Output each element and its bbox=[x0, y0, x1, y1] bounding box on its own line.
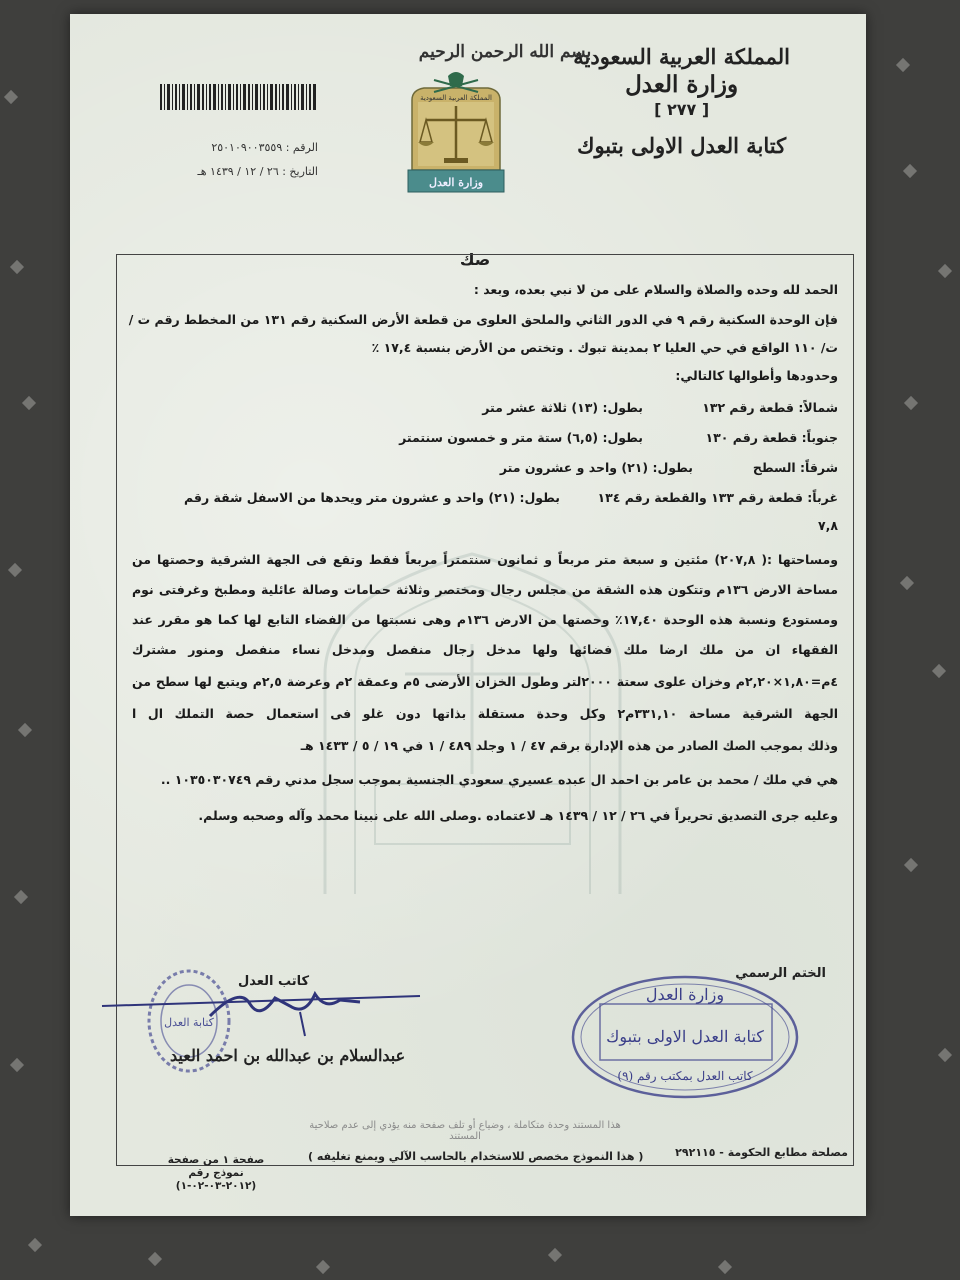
area-line: مساحة الارض ١٣٦م وتتكون هذه الشقة من مجلس رجال ومختصر وثلاثة حمامات وصالة عائلية ومطبخ وغرفتى نوم bbox=[132, 582, 838, 597]
office-name: كتابة العدل الاولى بتبوك bbox=[577, 133, 787, 158]
deed-reference: وذلك بموجب الصك الصادر من هذه الإدارة برقم ٤٧ / ١ وجلد ٤٨٩ / ١ في ١٩ / ٥ / ١٤٣٣ هـ bbox=[300, 738, 838, 753]
page-info bbox=[156, 1154, 276, 1193]
owner-statement: هي في ملك / محمد بن عامر بن احمد ال عبده عسيري سعودي الجنسية بموجب سجل مدني رقم ١٠٣٥٠٣٠٧٤٩ .. bbox=[160, 772, 838, 787]
reference-number-row bbox=[158, 136, 318, 160]
area-line: ومستودع ونسبة هذه الوحدة ١٧,٤٠٪ وحصتها من الارض ١٣٦م وهى نسبتها من الفضاء التابع لها كما هو مقرر عند bbox=[132, 612, 838, 627]
unit-description-line: فإن الوحدة السكنية رقم ٩ في الدور الثاني والملحق العلوى من قطعة الأرض السكنية رقم ١٣١ من المخطط رقم ت / bbox=[128, 312, 838, 327]
reference-number-label: الرقم : bbox=[285, 141, 318, 154]
bound-east-length: بطول: (٢١) واحد و عشرون متر bbox=[499, 460, 693, 475]
page-number: صفحة ١ من صفحة bbox=[167, 1154, 265, 1166]
bound-north-length: بطول: (١٣) ثلاثة عشر متر bbox=[482, 400, 643, 415]
bound-south-direction: جنوباً: قطعة رقم ١٣٠ bbox=[705, 430, 838, 445]
form-number: نموذج رقم (٢٠١٢-٠٣-٠٢-١) bbox=[175, 1167, 257, 1192]
reference-block bbox=[158, 136, 318, 184]
closing-statement: وعليه جرى التصديق تحريراً في ٢٦ / ١٢ / ١٤٣٩ هـ لاعتماده .وصلى الله على نبينا محمد وآله وصحبه وسلم. bbox=[198, 808, 838, 823]
signature-mark bbox=[100, 976, 430, 1046]
office-code: [ ٢٧٧ ] bbox=[654, 100, 710, 119]
kingdom-name: المملكة العربية السعودية bbox=[573, 44, 790, 69]
area-line: ٤م=١,٨٠×٢,٢٠م وخزان علوى سعتة ٢٠٠٠لتر وطول الخزان الأرضى ٥م وعمقة ٢م وعرضة ٢,٥م ويتبع لها سطح من bbox=[132, 674, 838, 689]
area-line: الفقهاء ان من ملك ارضا ملك فضائها ولها مدخل رجال منفصل ومدخل نساء منفصل ومنور مشترك bbox=[132, 642, 838, 657]
printer-name: مصلحة مطابع الحكومة - ٢٩٢١١٥ bbox=[675, 1146, 848, 1159]
official-stamp-label: الختم الرسمي bbox=[735, 966, 826, 981]
bound-west-tail: ٧,٨ bbox=[817, 518, 838, 533]
ministry-emblem-icon bbox=[404, 70, 508, 194]
opening-text: الحمد لله وحده والصلاة والسلام على من لا نبي بعده، وبعد : bbox=[473, 282, 838, 297]
unit-description-line: ت/ ١١٠ الواقع في حي العليا ٢ بمدينة تبوك . وتختص من الأرض بنسبة ١٧,٤ ٪ bbox=[371, 340, 838, 355]
stamp-clerk-text: كاتب العدل بمكتب رقم (٩) bbox=[617, 1069, 753, 1083]
round-seal-text: كتابة العدل bbox=[164, 1016, 214, 1029]
reference-date-row bbox=[158, 160, 318, 184]
barcode bbox=[160, 84, 316, 110]
emblem-bottom-text: وزارة العدل bbox=[428, 176, 484, 189]
bound-east-direction: شرقاً: السطح bbox=[752, 460, 838, 475]
stamp-office-text: كتابة العدل الاولى بتبوك bbox=[606, 1027, 764, 1046]
official-stamp-icon bbox=[570, 974, 800, 1100]
document-title: صك bbox=[459, 250, 491, 269]
notary-name: عبدالسلام بن عبدالله بن احمد العيد bbox=[170, 1046, 406, 1065]
emblem-top-text: المملكة العربية السعودية bbox=[420, 94, 492, 102]
bound-north-direction: شمالاً: قطعة رقم ١٣٢ bbox=[702, 400, 838, 415]
reference-date-label: التاريخ : bbox=[282, 165, 318, 178]
basmala: بسم الله الرحمن الرحيم bbox=[418, 42, 592, 62]
bound-west-direction: غرباً: قطعة رقم ١٣٣ والقطعة رقم ١٣٤ bbox=[597, 490, 838, 505]
integrity-notice: هذا المستند وحدة متكاملة ، وضياع أو تلف صفحة منه يؤدي إلى عدم صلاحية المستند bbox=[309, 1120, 621, 1142]
area-line: ومساحتها :( ٢٠٧,٨) مئتين و سبعة متر مربعاً و ثمانون سنتمتراً مربعاً فقط وتقع فى الجهة الشرقية وحصتها من bbox=[132, 552, 838, 567]
bound-west-length: بطول: (٢١) واحد و عشرون متر ويحدها من الاسفل شقة رقم bbox=[183, 490, 560, 505]
bound-south-length: بطول: (٦,٥) ستة متر و خمسون سنتمتر bbox=[399, 430, 643, 445]
form-usage-note: ( هذا النموذج مخصص للاستخدام بالحاسب الآلي ويمنع تغليفه ) bbox=[308, 1150, 644, 1163]
deed-document bbox=[70, 14, 866, 1216]
reference-number: ٢٥٠١٠٩٠٠٣٥٥٩ bbox=[211, 141, 283, 154]
stamp-ministry-text: وزارة العدل bbox=[645, 985, 725, 1004]
bounds-intro: وحدودها وأطوالها كالتالي: bbox=[675, 368, 838, 383]
ministry-name: وزارة العدل bbox=[625, 71, 739, 98]
area-line: الجهة الشرقية مساحة ٣٣١,١٠م٢ وكل وحدة مستقلة بذاتها دون غلو فى استعمال حصة التملك ال ا bbox=[132, 706, 838, 721]
notary-label: كاتب العدل bbox=[238, 974, 310, 989]
reference-date: ٢٦ / ١٢ / ١٤٣٩ هـ bbox=[197, 165, 279, 178]
